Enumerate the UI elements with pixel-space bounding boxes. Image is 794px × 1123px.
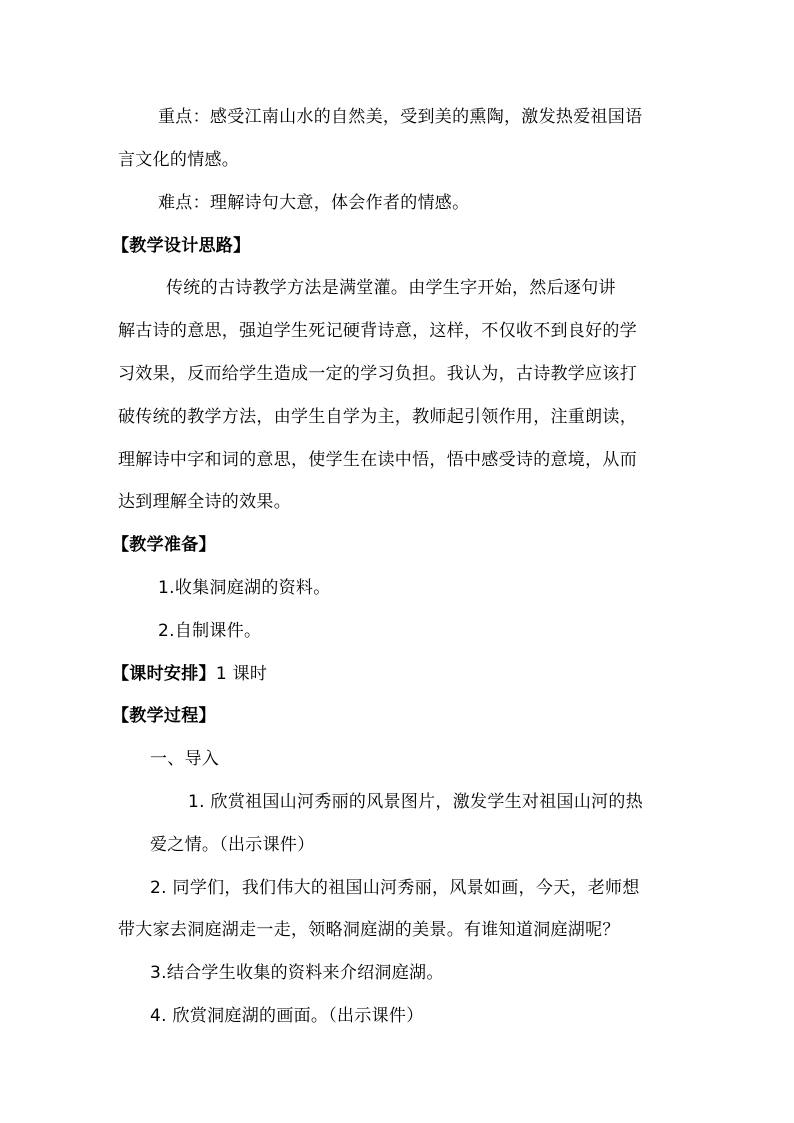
design-idea-line-6: 达到理解全诗的效果。 bbox=[118, 492, 291, 512]
process-item-4: 4. 欣赏洞庭湖的画面。（出示课件） bbox=[150, 1006, 424, 1026]
process-item-1-line-1: 1. 欣赏祖国山河秀丽的风景图片，激发学生对祖国山河的热 bbox=[188, 792, 644, 812]
design-idea-heading: 【教学设计思路】 bbox=[112, 236, 251, 256]
design-idea-line-1: 传统的古诗教学方法是满堂灌。由学生字开始，然后逐句讲 bbox=[166, 278, 616, 298]
schedule-row bbox=[112, 663, 267, 685]
process-heading: 【教学过程】 bbox=[112, 706, 216, 726]
process-section-intro: 一、导入 bbox=[150, 749, 220, 769]
process-item-2-line-2: 带大家去洞庭湖走一走，领略洞庭湖的美景。有谁知道洞庭湖呢？ bbox=[118, 920, 620, 940]
preparation-item-1: 1.收集洞庭湖的资料。 bbox=[158, 578, 331, 598]
design-idea-line-2: 解古诗的意思，强迫学生死记硬背诗意，这样，不仅收不到良好的学 bbox=[118, 321, 637, 341]
key-points-line-2: 言文化的情感。 bbox=[118, 150, 240, 170]
design-idea-line-4: 破传统的教学方法，由学生自学为主，教师起引领作用，注重朗读， bbox=[118, 407, 637, 427]
process-item-1-line-2: 爱之情。（出示课件） bbox=[150, 835, 315, 855]
design-idea-line-3: 习效果，反而给学生造成一定的学习负担。我认为，古诗教学应该打 bbox=[118, 364, 637, 384]
schedule-heading: 【课时安排】 bbox=[112, 664, 216, 684]
process-item-2-line-1: 2. 同学们，我们伟大的祖国山河秀丽，风景如画，今天，老师想 bbox=[150, 878, 640, 898]
key-points-line-1: 重点：感受江南山水的自然美，受到美的熏陶，激发热爱祖国语 bbox=[158, 107, 643, 127]
design-idea-line-5: 理解诗中字和词的意思，使学生在读中悟，悟中感受诗的意境，从而 bbox=[118, 450, 637, 470]
schedule-value: 1 课时 bbox=[215, 664, 268, 684]
preparation-item-2: 2.自制课件。 bbox=[158, 621, 262, 641]
preparation-heading: 【教学准备】 bbox=[112, 535, 216, 555]
difficult-points: 难点：理解诗句大意，体会作者的情感。 bbox=[158, 193, 470, 213]
process-item-3: 3.结合学生收集的资料来介绍洞庭湖。 bbox=[150, 963, 444, 983]
